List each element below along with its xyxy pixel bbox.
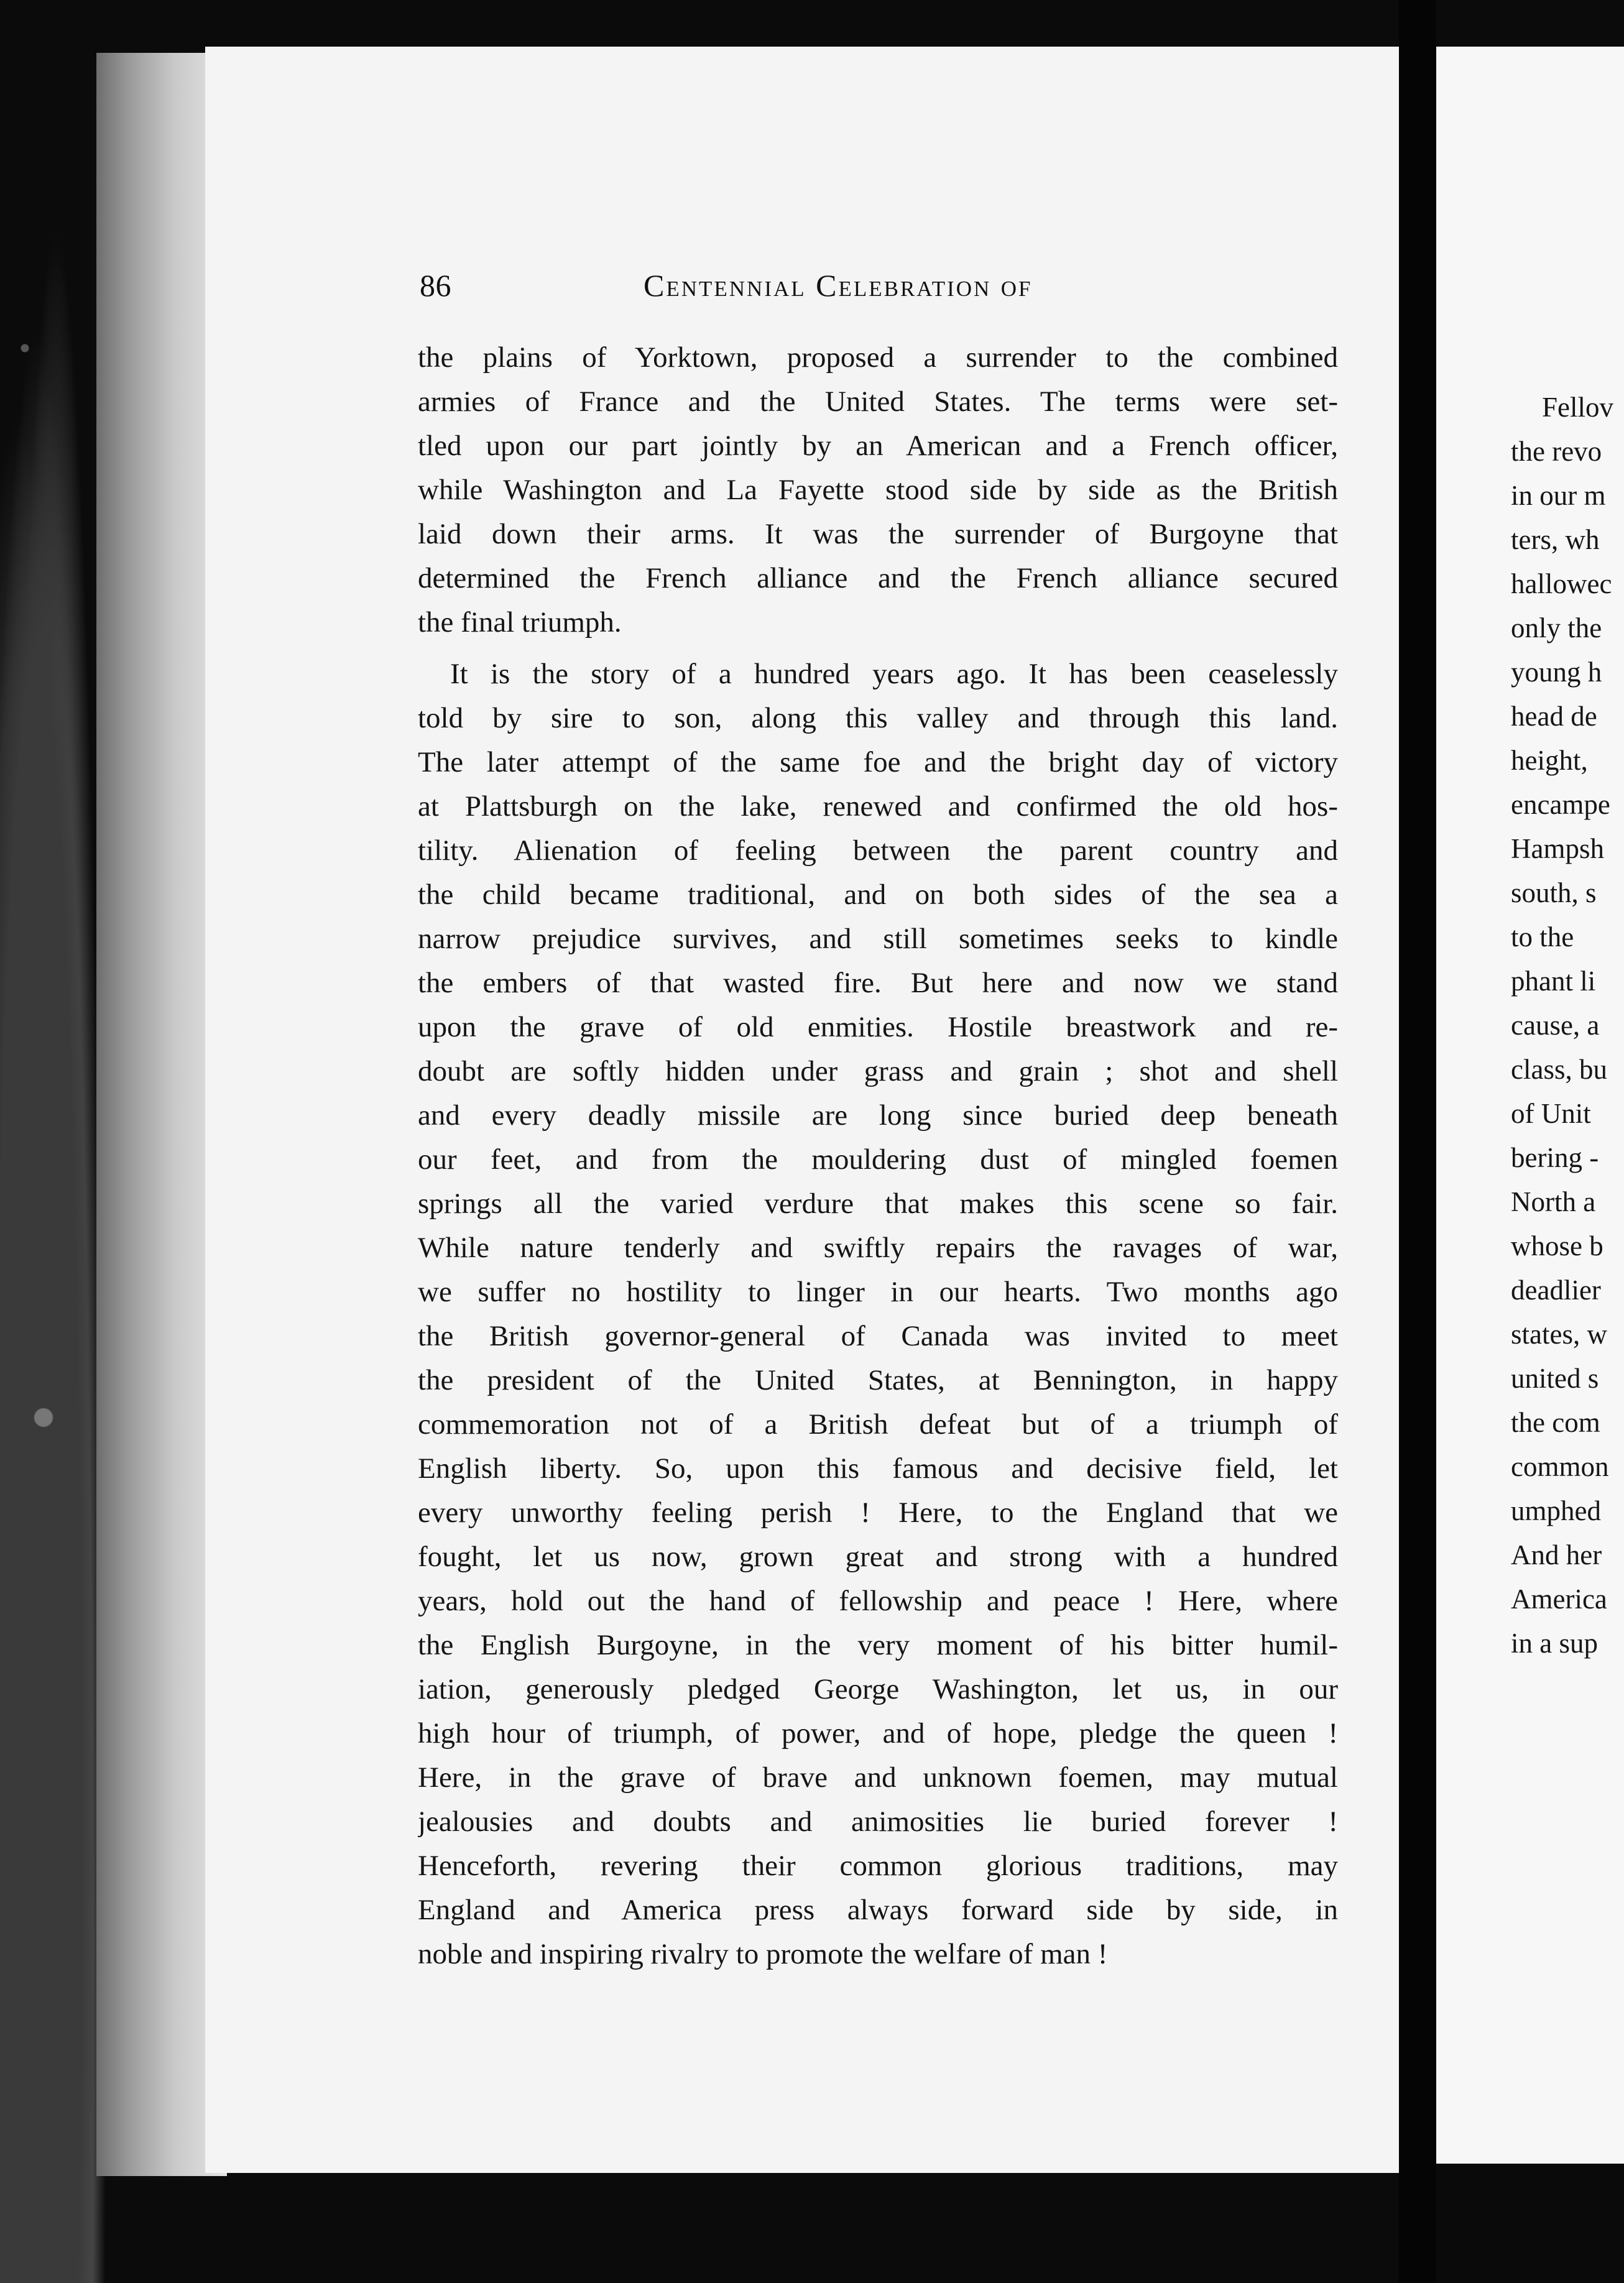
scan-background (0, 0, 106, 2283)
paragraph-gap (418, 645, 1338, 652)
text-line: while Washington and La Fayette stood side by side as the British (418, 474, 1338, 506)
text-line: upon the grave of old enmities. Hostile breastwork and re- (418, 1011, 1338, 1043)
text-line: commemoration not of a British defeat but of a triumph of (418, 1408, 1338, 1441)
text-line: tled upon our part jointly by an American and a French officer, (418, 430, 1338, 462)
text-line: doubt are softly hidden under grass and grain ; shot and shell (418, 1055, 1338, 1087)
right-page-line: the com (1511, 1407, 1600, 1438)
right-page-line: south, s (1511, 877, 1597, 908)
text-line: years, hold out the hand of fellowship and peace ! Here, where (418, 1585, 1338, 1617)
page-header (420, 267, 1352, 311)
right-page-line: of Unit (1511, 1098, 1591, 1129)
body-text (418, 336, 1338, 1976)
text-line: the child became traditional, and on both sides of the sea a (418, 879, 1338, 911)
text-line: laid down their arms. It was the surrender of Burgoyne that (418, 518, 1338, 550)
text-line: tility. Alienation of feeling between the parent country and (418, 834, 1338, 867)
text-line: and every deadly missile are long since buried deep beneath (418, 1099, 1338, 1132)
right-page-line: to the (1511, 921, 1574, 952)
right-page-line: Fellov (1542, 392, 1614, 423)
page-number: 86 (420, 268, 451, 303)
text-line: English liberty. So, upon this famous and decisive field, let (418, 1452, 1338, 1485)
text-line: Here, in the grave of brave and unknown foemen, may mutual (418, 1761, 1338, 1794)
right-page-line: height, (1511, 745, 1588, 776)
text-line: iation, generously pledged George Washington, let us, in our (418, 1673, 1338, 1705)
right-page-line: whose b (1511, 1230, 1603, 1261)
right-page-line: in a sup (1511, 1628, 1598, 1659)
text-line: noble and inspiring rivalry to promote the welfare of man ! (418, 1938, 1108, 1970)
right-page-line: hallowec (1511, 568, 1612, 599)
text-line: determined the French alliance and the French alliance secured (418, 562, 1338, 594)
right-page-line: bering - (1511, 1142, 1599, 1173)
text-line: our feet, and from the mouldering dust of mingled foemen (418, 1143, 1338, 1176)
right-page-line: in our m (1511, 480, 1606, 511)
right-page-fragment (1436, 47, 1624, 2185)
right-page-line: common (1511, 1451, 1609, 1482)
text-line: jealousies and doubts and animosities lie buried forever ! (418, 1806, 1338, 1838)
right-page-line: America (1511, 1584, 1607, 1615)
right-page-line: the revo (1511, 436, 1602, 467)
text-line: the embers of that wasted fire. But here and now we stand (418, 967, 1338, 999)
right-page-line: states, w (1511, 1319, 1607, 1350)
right-page-line: ters, wh (1511, 524, 1600, 555)
text-line: the president of the United States, at Bennington, in happy (418, 1364, 1338, 1396)
text-line: every unworthy feeling perish ! Here, to the England that we (418, 1497, 1338, 1529)
text-line: springs all the varied verdure that makes this scene so fair. (418, 1188, 1338, 1220)
text-line: fought, let us now, grown great and strong with a hundred (418, 1541, 1338, 1573)
right-page-line: encampe (1511, 789, 1610, 820)
text-line: armies of France and the United States. The terms were set- (418, 385, 1338, 418)
text-line: It is the story of a hundred years ago. It has been ceaselessly (450, 658, 1338, 690)
right-page-line: class, bu (1511, 1054, 1607, 1085)
text-line: While nature tenderly and swiftly repairs the ravages of war, (418, 1232, 1338, 1264)
scan-shadow (1436, 2164, 1624, 2283)
text-line: the English Burgoyne, in the very moment of his bitter humil- (418, 1629, 1338, 1661)
text-line: The later attempt of the same foe and the bright day of victory (418, 746, 1338, 778)
text-line: the plains of Yorktown, proposed a surrender to the combined (418, 341, 1338, 374)
right-page-line: Hampsh (1511, 833, 1604, 864)
text-line: the British governor-general of Canada was invited to meet (418, 1320, 1338, 1352)
text-line: the final triumph. (418, 606, 622, 639)
text-line: high hour of triumph, of power, and of hope, pledge the queen ! (418, 1717, 1338, 1750)
right-page-line: North a (1511, 1186, 1596, 1217)
text-line: we suffer no hostility to linger in our hearts. Two months ago (418, 1276, 1338, 1308)
right-page-line: deadlier (1511, 1275, 1601, 1306)
text-line: Henceforth, revering their common glorious traditions, may (418, 1850, 1338, 1882)
text-line: narrow prejudice survives, and still sometimes seeks to kindle (418, 923, 1338, 955)
right-page-line: And her (1511, 1539, 1602, 1570)
text-line: at Plattsburgh on the lake, renewed and confirmed the old hos- (418, 790, 1338, 823)
right-page-line: cause, a (1511, 1010, 1600, 1041)
page-divider (1399, 0, 1436, 2283)
right-page-line: united s (1511, 1363, 1599, 1394)
right-page-line: young h (1511, 657, 1602, 688)
right-page-line: umphed (1511, 1495, 1601, 1526)
right-page-line: only the (1511, 612, 1602, 643)
right-page-line: phant li (1511, 966, 1596, 997)
right-page-text (1511, 385, 1624, 1666)
text-line: told by sire to son, along this valley and through this land. (418, 702, 1338, 734)
text-line: England and America press always forward side by side, in (418, 1894, 1338, 1926)
right-page-line: head de (1511, 701, 1597, 732)
running-head: Centennial Celebration of (644, 268, 1033, 303)
